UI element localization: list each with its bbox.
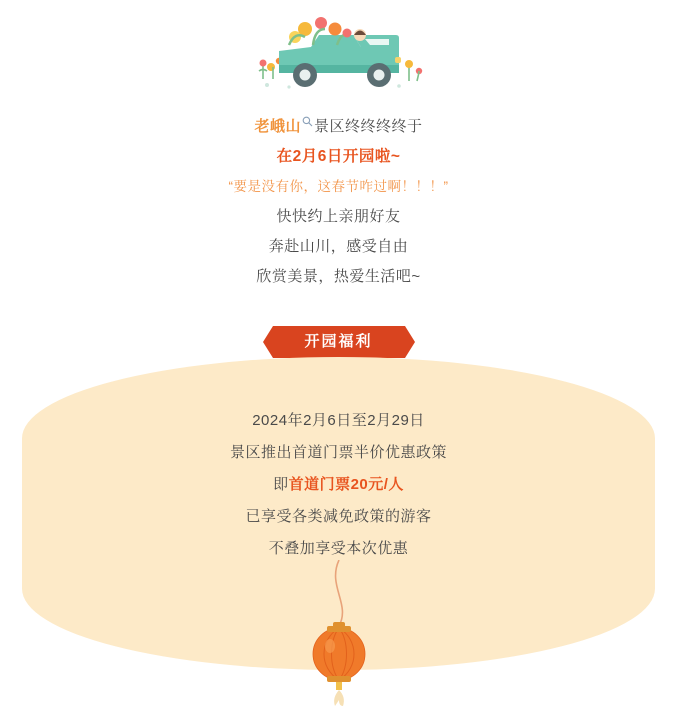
headline-block: [0, 112, 677, 292]
benefit-panel-text: [22, 405, 655, 565]
green-pickup-truck-with-flowers-illustration: [249, 5, 429, 95]
badge-wrap: [0, 326, 677, 358]
red-hanging-lantern-illustration: [299, 560, 379, 708]
headline-line-1-suffix: 景区终终终终于: [314, 118, 423, 135]
benefit-exclusion-1: 已享受各类减免政策的游客: [245, 508, 432, 525]
benefit-exclusion-2: 不叠加享受本次优惠: [268, 540, 409, 557]
benefit-price-value: 首道门票20元/人: [288, 476, 404, 493]
headline-line-1: [0, 112, 677, 142]
headline-quote: “要是没有你，这春节咋过啊！！！”: [228, 179, 449, 194]
truck-illustration-wrap: [0, 4, 677, 96]
headline-line-6: 欣赏美景，热爱生活吧~: [256, 268, 421, 285]
benefit-price-lead: 即: [273, 476, 289, 493]
benefit-policy: 景区推出首道门票半价优惠政策: [229, 444, 447, 461]
benefit-date-range: 2024年2月6日至2月29日: [252, 412, 425, 429]
headline-line-4: 快快约上亲朋好友: [276, 208, 401, 225]
scenic-area-name: 老峨山: [254, 118, 301, 135]
benefit-price-line: [22, 469, 655, 501]
headline-line-5: 奔赴山川，感受自由: [268, 238, 409, 255]
headline-open-date: 在2月6日开园啦~: [276, 148, 401, 165]
lantern-illustration-wrap: [0, 560, 677, 708]
search-icon: [302, 108, 313, 119]
opening-benefit-badge: 开园福利: [273, 326, 405, 358]
